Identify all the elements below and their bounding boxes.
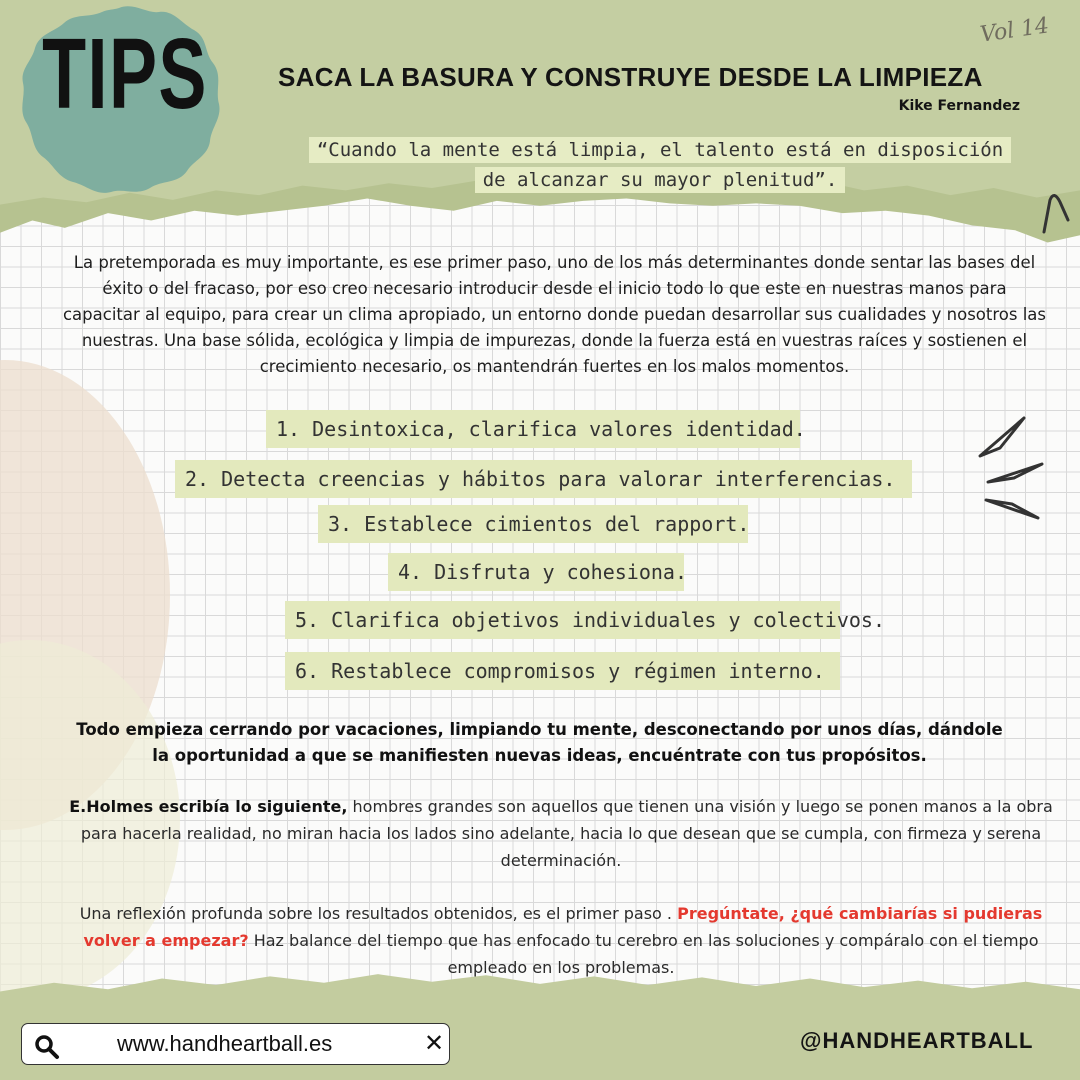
holmes-text: hombres grandes son aquellos que tienen una visión y luego se ponen manos a la obra para hacerla realidad, no miran hacia los lados sino adelante, hacia lo que desean que se cumpla, con firmeza y serena determinación. — [80, 797, 1053, 870]
reflection-after: Haz balance del tiempo que has enfocado tu cerebro en las soluciones y compáralo con el tiempo empleado en los problemas. — [248, 931, 1039, 977]
volume-label: Vol 14 — [978, 13, 1051, 48]
list-item: 3. Establece cimientos del rapport. — [318, 505, 748, 543]
holmes-paragraph — [62, 793, 1060, 874]
list-item: 2. Detecta creencias y hábitos para valorar interferencias. — [175, 460, 912, 498]
quote-text: “Cuando la mente está limpia, el talento está en disposición de alcanzar su mayor plenitud”. — [309, 137, 1011, 193]
list-item: 6. Restablece compromisos y régimen interno. — [285, 652, 840, 690]
quote — [300, 135, 1020, 195]
list-item: 1. Desintoxica, clarifica valores identidad. — [266, 410, 800, 448]
author-name: Kike Fernandez — [898, 98, 1020, 114]
reflection-paragraph — [62, 900, 1060, 981]
reflection-highlight: Pregúntate, ¿qué cambiarías si pudieras volver a empezar? — [83, 904, 1043, 950]
holmes-lead: E.Holmes escribía lo siguiente, — [69, 797, 348, 816]
list-item: 4. Disfruta y cohesiona. — [388, 553, 684, 591]
intro-paragraph: La pretemporada es muy importante, es ese primer paso, uno de los más determinantes donde sentar las bases del éxito o del fracaso, por eso creo necesario introducir desde el inicio todo lo que este en nuestras manos para capacitar al equipo, para crear un clima apropiado, un entorno donde puedan desarrollar sus cualidades y nosotros las nuestras. Una base sólida, ecológica y limpia de impurezas, donde la fuerza está en vuestras raíces y sostienen el crecimiento necesario, os mantendrán fuertes en los malos momentos. — [62, 253, 1047, 376]
closing-paragraph: Todo empieza cerrando por vacaciones, limpiando tu mente, desconectando por unos días, dándole la oportunidad a que se manifiesten nuevas ideas, encuéntrate con tus propósitos. — [76, 720, 1003, 765]
squiggle-icon — [1040, 192, 1080, 236]
tips-label: TIPS — [42, 18, 208, 130]
url-text[interactable]: www.handheartball.es — [117, 1031, 333, 1056]
page-title: SACA LA BASURA Y CONSTRUYE DESDE LA LIMPIEZA — [278, 62, 983, 92]
search-bar[interactable] — [21, 1023, 450, 1065]
social-handle[interactable]: @HANDHEARTBALL — [800, 1028, 1034, 1053]
reflection-before: Una reflexión profunda sobre los resultados obtenidos, es el primer paso . — [79, 904, 678, 923]
list-item: 5. Clarifica objetivos individuales y colectivos. — [285, 601, 840, 639]
search-icon[interactable] — [34, 1034, 60, 1060]
tips-badge — [12, 0, 227, 200]
close-icon[interactable]: ✕ — [424, 1029, 445, 1057]
arrows-icon — [972, 412, 1052, 522]
